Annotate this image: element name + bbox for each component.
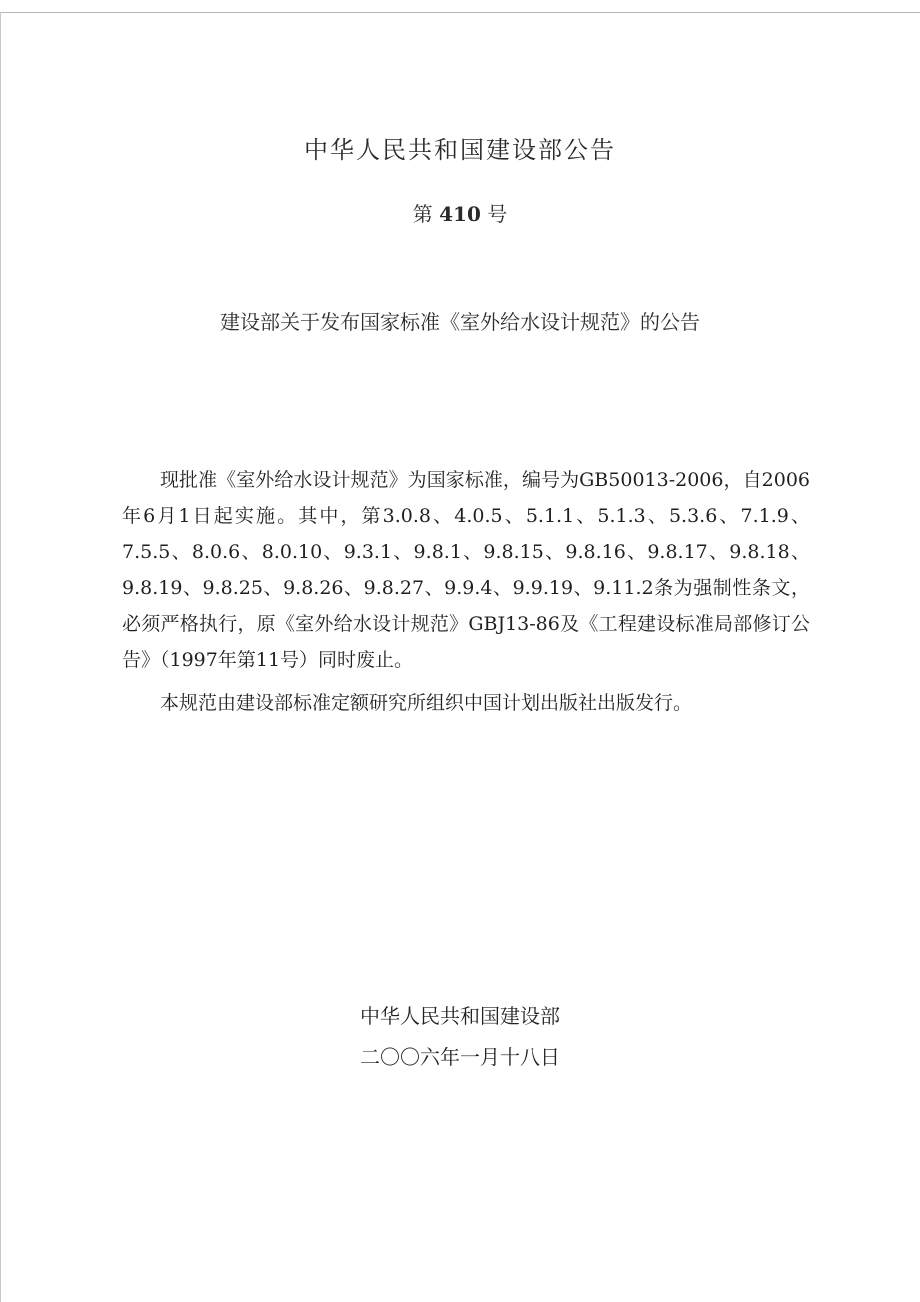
issue-date: 二〇〇六年一月十八日 (360, 1045, 560, 1069)
number-value: 410 (439, 202, 481, 226)
announcement-body (122, 462, 810, 721)
number-suffix: 号 (487, 202, 508, 226)
announcement-title: 中华人民共和国建设部公告 (304, 136, 616, 164)
issuing-authority: 中华人民共和国建设部 (360, 1004, 560, 1028)
body-paragraph: 本规范由建设部标准定额研究所组织中国计划出版社出版发行。 (160, 692, 693, 714)
announcement-number (0, 198, 920, 227)
announcement-subtitle: 建设部关于发布国家标准《室外给水设计规范》的公告 (220, 310, 700, 334)
body-paragraph: 现批准《室外给水设计规范》为国家标准，编号为GB50013-2006，自2006年6月1日起实施。其中，第3.0.8、4.0.5、5.1.1、5.1.3、5.3.6、7.1.9、7.5.5、8.0.6、8.0.10、9.3.1、9.8.1、9.8.15、9.8.16、9.8.17、9.8.18、9.8.19、9.8.25、9.8.26、9.8.27、9.9.4、9.9.19、9.11.2条为强制性条文，必须严格执行，原《室外给水设计规范》GBJ13-86及《工程建设标准局部修订公告》（1997年第11号）同时废止。 (122, 469, 810, 671)
number-prefix: 第 (412, 202, 433, 226)
page-top-border (0, 12, 920, 13)
